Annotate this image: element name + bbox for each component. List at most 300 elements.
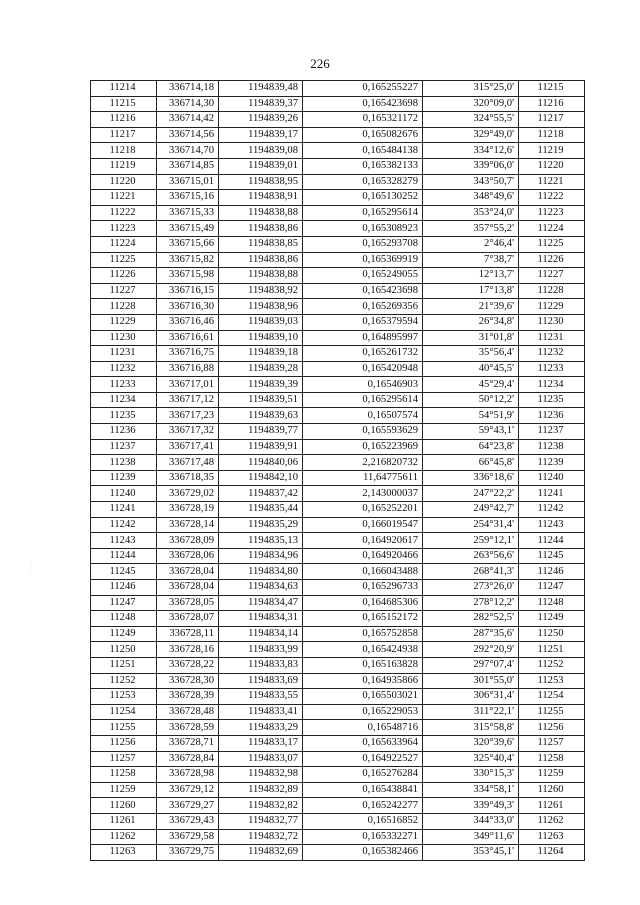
next-point-id-cell: 11218 — [519, 127, 585, 143]
point-id-cell: 11241 — [91, 502, 157, 518]
x-coordinate-cell: 336728,48 — [157, 704, 219, 720]
point-id-cell: 11261 — [91, 813, 157, 829]
table-row — [91, 205, 585, 221]
x-coordinate-cell: 336728,11 — [157, 626, 219, 642]
direction-angle-cell: 263°56,6' — [423, 548, 519, 564]
direction-angle-cell: 2°46,4' — [423, 236, 519, 252]
next-point-id-cell: 11224 — [519, 221, 585, 237]
y-coordinate-cell: 1194834,14 — [219, 626, 303, 642]
distance-cell: 2,143000037 — [303, 486, 423, 502]
next-point-id-cell: 11250 — [519, 626, 585, 642]
distance-cell: 0,165328279 — [303, 174, 423, 190]
y-coordinate-cell: 1194833,29 — [219, 720, 303, 736]
table-row — [91, 221, 585, 237]
next-point-id-cell: 11221 — [519, 174, 585, 190]
direction-angle-cell: 278°12,2' — [423, 595, 519, 611]
x-coordinate-cell: 336714,42 — [157, 112, 219, 128]
x-coordinate-cell: 336717,23 — [157, 408, 219, 424]
x-coordinate-cell: 336714,70 — [157, 143, 219, 159]
y-coordinate-cell: 1194839,51 — [219, 392, 303, 408]
direction-angle-cell: 357°55,2' — [423, 221, 519, 237]
distance-cell: 0,165276284 — [303, 767, 423, 783]
distance-cell: 0,165379594 — [303, 314, 423, 330]
distance-cell: 0,165382133 — [303, 158, 423, 174]
direction-angle-cell: 40°45,5' — [423, 361, 519, 377]
point-id-cell: 11236 — [91, 424, 157, 440]
x-coordinate-cell: 336715,98 — [157, 268, 219, 284]
point-id-cell: 11237 — [91, 439, 157, 455]
direction-angle-cell: 334°58,1' — [423, 782, 519, 798]
y-coordinate-cell: 1194838,91 — [219, 190, 303, 206]
direction-angle-cell: 353°24,0' — [423, 205, 519, 221]
point-id-cell: 11257 — [91, 751, 157, 767]
y-coordinate-cell: 1194839,77 — [219, 424, 303, 440]
table-row — [91, 143, 585, 159]
table-row — [91, 564, 585, 580]
point-id-cell: 11240 — [91, 486, 157, 502]
next-point-id-cell: 11219 — [519, 143, 585, 159]
y-coordinate-cell: 1194833,41 — [219, 704, 303, 720]
direction-angle-cell: 66°45,8' — [423, 455, 519, 471]
direction-angle-cell: 35°56,4' — [423, 346, 519, 362]
table-row — [91, 611, 585, 627]
table-row — [91, 252, 585, 268]
direction-angle-cell: 282°52,5' — [423, 611, 519, 627]
y-coordinate-cell: 1194838,86 — [219, 221, 303, 237]
table-row — [91, 548, 585, 564]
direction-angle-cell: 287°35,6' — [423, 626, 519, 642]
distance-cell: 0,165593629 — [303, 424, 423, 440]
distance-cell: 0,165261732 — [303, 346, 423, 362]
x-coordinate-cell: 336717,12 — [157, 392, 219, 408]
y-coordinate-cell: 1194838,85 — [219, 236, 303, 252]
x-coordinate-cell: 336714,18 — [157, 81, 219, 97]
direction-angle-cell: 330°15,3' — [423, 767, 519, 783]
x-coordinate-cell: 336728,14 — [157, 517, 219, 533]
distance-cell: 0,165382466 — [303, 845, 423, 861]
distance-cell: 0,164922527 — [303, 751, 423, 767]
point-id-cell: 11248 — [91, 611, 157, 627]
point-id-cell: 11222 — [91, 205, 157, 221]
x-coordinate-cell: 336728,05 — [157, 595, 219, 611]
direction-angle-cell: 45°29,4' — [423, 377, 519, 393]
x-coordinate-cell: 336715,49 — [157, 221, 219, 237]
point-id-cell: 11253 — [91, 689, 157, 705]
y-coordinate-cell: 1194839,03 — [219, 314, 303, 330]
x-coordinate-cell: 336728,39 — [157, 689, 219, 705]
x-coordinate-cell: 336728,84 — [157, 751, 219, 767]
point-id-cell: 11250 — [91, 642, 157, 658]
x-coordinate-cell: 336728,06 — [157, 548, 219, 564]
direction-angle-cell: 306°31,4' — [423, 689, 519, 705]
direction-angle-cell: 31°01,8' — [423, 330, 519, 346]
next-point-id-cell: 11220 — [519, 158, 585, 174]
y-coordinate-cell: 1194832,69 — [219, 845, 303, 861]
distance-cell: 0,165420948 — [303, 361, 423, 377]
y-coordinate-cell: 1194834,31 — [219, 611, 303, 627]
direction-angle-cell: 59°43,1' — [423, 424, 519, 440]
y-coordinate-cell: 1194842,10 — [219, 470, 303, 486]
distance-cell: 0,165082676 — [303, 127, 423, 143]
direction-angle-cell: 297°07,4' — [423, 657, 519, 673]
x-coordinate-cell: 336717,41 — [157, 439, 219, 455]
x-coordinate-cell: 336714,30 — [157, 96, 219, 112]
direction-angle-cell: 249°42,7' — [423, 502, 519, 518]
x-coordinate-cell: 336729,43 — [157, 813, 219, 829]
next-point-id-cell: 11249 — [519, 611, 585, 627]
table-row — [91, 361, 585, 377]
table-row — [91, 767, 585, 783]
x-coordinate-cell: 336728,59 — [157, 720, 219, 736]
y-coordinate-cell: 1194839,10 — [219, 330, 303, 346]
y-coordinate-cell: 1194839,18 — [219, 346, 303, 362]
table-row — [91, 408, 585, 424]
point-id-cell: 11249 — [91, 626, 157, 642]
point-id-cell: 11259 — [91, 782, 157, 798]
next-point-id-cell: 11223 — [519, 205, 585, 221]
point-id-cell: 11254 — [91, 704, 157, 720]
x-coordinate-cell: 336728,30 — [157, 673, 219, 689]
distance-cell: 0,164895997 — [303, 330, 423, 346]
distance-cell: 0,165321172 — [303, 112, 423, 128]
y-coordinate-cell: 1194839,08 — [219, 143, 303, 159]
table-row — [91, 657, 585, 673]
point-id-cell: 11224 — [91, 236, 157, 252]
y-coordinate-cell: 1194833,17 — [219, 735, 303, 751]
distance-cell: 0,16548716 — [303, 720, 423, 736]
next-point-id-cell: 11257 — [519, 735, 585, 751]
distance-cell: 0,165252201 — [303, 502, 423, 518]
table-row — [91, 813, 585, 829]
point-id-cell: 11247 — [91, 595, 157, 611]
distance-cell: 0,165633964 — [303, 735, 423, 751]
point-id-cell: 11221 — [91, 190, 157, 206]
point-id-cell: 11233 — [91, 377, 157, 393]
table-row — [91, 486, 585, 502]
table-row — [91, 283, 585, 299]
y-coordinate-cell: 1194839,17 — [219, 127, 303, 143]
y-coordinate-cell: 1194839,91 — [219, 439, 303, 455]
distance-cell: 0,165163828 — [303, 657, 423, 673]
table-row — [91, 502, 585, 518]
table-row — [91, 96, 585, 112]
next-point-id-cell: 11232 — [519, 346, 585, 362]
next-point-id-cell: 11239 — [519, 455, 585, 471]
y-coordinate-cell: 1194834,80 — [219, 564, 303, 580]
next-point-id-cell: 11226 — [519, 252, 585, 268]
table-row — [91, 595, 585, 611]
x-coordinate-cell: 336716,15 — [157, 283, 219, 299]
page-number: 226 — [310, 56, 330, 71]
x-coordinate-cell: 336715,16 — [157, 190, 219, 206]
direction-angle-cell: 336°18,6' — [423, 470, 519, 486]
point-id-cell: 11260 — [91, 798, 157, 814]
distance-cell: 0,165293708 — [303, 236, 423, 252]
direction-angle-cell: 273°26,0' — [423, 580, 519, 596]
next-point-id-cell: 11238 — [519, 439, 585, 455]
y-coordinate-cell: 1194838,96 — [219, 299, 303, 315]
table-row — [91, 626, 585, 642]
point-id-cell: 11243 — [91, 533, 157, 549]
point-id-cell: 11219 — [91, 158, 157, 174]
next-point-id-cell: 11255 — [519, 704, 585, 720]
y-coordinate-cell: 1194834,47 — [219, 595, 303, 611]
direction-angle-cell: 353°45,1' — [423, 845, 519, 861]
x-coordinate-cell: 336728,71 — [157, 735, 219, 751]
distance-cell: 0,165223969 — [303, 439, 423, 455]
next-point-id-cell: 11259 — [519, 767, 585, 783]
distance-cell: 0,16546903 — [303, 377, 423, 393]
point-id-cell: 11215 — [91, 96, 157, 112]
x-coordinate-cell: 336717,32 — [157, 424, 219, 440]
x-coordinate-cell: 336729,27 — [157, 798, 219, 814]
table-row — [91, 377, 585, 393]
distance-cell: 0,164920466 — [303, 548, 423, 564]
table-row — [91, 470, 585, 486]
direction-angle-cell: 334°12,6' — [423, 143, 519, 159]
distance-cell: 0,165130252 — [303, 190, 423, 206]
table-row — [91, 704, 585, 720]
next-point-id-cell: 11230 — [519, 314, 585, 330]
table-row — [91, 798, 585, 814]
direction-angle-cell: 315°25,0' — [423, 81, 519, 97]
point-id-cell: 11225 — [91, 252, 157, 268]
y-coordinate-cell: 1194839,01 — [219, 158, 303, 174]
next-point-id-cell: 11248 — [519, 595, 585, 611]
direction-angle-cell: 348°49,6' — [423, 190, 519, 206]
direction-angle-cell: 12°13,7' — [423, 268, 519, 284]
x-coordinate-cell: 336716,61 — [157, 330, 219, 346]
next-point-id-cell: 11229 — [519, 299, 585, 315]
direction-angle-cell: 339°06,0' — [423, 158, 519, 174]
distance-cell: 0,165242277 — [303, 798, 423, 814]
distance-cell: 2,216820732 — [303, 455, 423, 471]
direction-angle-cell: 259°12,1' — [423, 533, 519, 549]
x-coordinate-cell: 336715,01 — [157, 174, 219, 190]
point-id-cell: 11227 — [91, 283, 157, 299]
table-row — [91, 330, 585, 346]
point-id-cell: 11226 — [91, 268, 157, 284]
direction-angle-cell: 329°49,0' — [423, 127, 519, 143]
y-coordinate-cell: 1194833,55 — [219, 689, 303, 705]
x-coordinate-cell: 336728,07 — [157, 611, 219, 627]
x-coordinate-cell: 336728,16 — [157, 642, 219, 658]
y-coordinate-cell: 1194838,88 — [219, 205, 303, 221]
table-row — [91, 439, 585, 455]
direction-angle-cell: 324°55,5' — [423, 112, 519, 128]
y-coordinate-cell: 1194833,83 — [219, 657, 303, 673]
direction-angle-cell: 7°38,7' — [423, 252, 519, 268]
point-id-cell: 11229 — [91, 314, 157, 330]
table-row — [91, 314, 585, 330]
next-point-id-cell: 11241 — [519, 486, 585, 502]
next-point-id-cell: 11246 — [519, 564, 585, 580]
point-id-cell: 11244 — [91, 548, 157, 564]
next-point-id-cell: 11228 — [519, 283, 585, 299]
next-point-id-cell: 11251 — [519, 642, 585, 658]
distance-cell: 0,165503021 — [303, 689, 423, 705]
point-id-cell: 11251 — [91, 657, 157, 673]
x-coordinate-cell: 336728,19 — [157, 502, 219, 518]
y-coordinate-cell: 1194837,42 — [219, 486, 303, 502]
table-row — [91, 392, 585, 408]
direction-angle-cell: 311°22,1' — [423, 704, 519, 720]
next-point-id-cell: 11242 — [519, 502, 585, 518]
y-coordinate-cell: 1194835,44 — [219, 502, 303, 518]
y-coordinate-cell: 1194832,89 — [219, 782, 303, 798]
distance-cell: 0,165249055 — [303, 268, 423, 284]
direction-angle-cell: 344°33,0' — [423, 813, 519, 829]
next-point-id-cell: 11215 — [519, 81, 585, 97]
next-point-id-cell: 11254 — [519, 689, 585, 705]
distance-cell: 0,165295614 — [303, 205, 423, 221]
distance-cell: 0,165752858 — [303, 626, 423, 642]
next-point-id-cell: 11237 — [519, 424, 585, 440]
point-id-cell: 11228 — [91, 299, 157, 315]
x-coordinate-cell: 336714,56 — [157, 127, 219, 143]
table-row — [91, 689, 585, 705]
y-coordinate-cell: 1194839,28 — [219, 361, 303, 377]
point-id-cell: 11223 — [91, 221, 157, 237]
y-coordinate-cell: 1194839,37 — [219, 96, 303, 112]
point-id-cell: 11235 — [91, 408, 157, 424]
next-point-id-cell: 11253 — [519, 673, 585, 689]
table-row — [91, 268, 585, 284]
distance-cell: 0,166019547 — [303, 517, 423, 533]
y-coordinate-cell: 1194838,95 — [219, 174, 303, 190]
next-point-id-cell: 11240 — [519, 470, 585, 486]
y-coordinate-cell: 1194839,26 — [219, 112, 303, 128]
x-coordinate-cell: 336715,33 — [157, 205, 219, 221]
next-point-id-cell: 11262 — [519, 813, 585, 829]
next-point-id-cell: 11263 — [519, 829, 585, 845]
point-id-cell: 11230 — [91, 330, 157, 346]
next-point-id-cell: 11234 — [519, 377, 585, 393]
point-id-cell: 11214 — [91, 81, 157, 97]
table-row — [91, 81, 585, 97]
direction-angle-cell: 54°51,9' — [423, 408, 519, 424]
table-row — [91, 346, 585, 362]
x-coordinate-cell: 336715,82 — [157, 252, 219, 268]
distance-cell: 0,165423698 — [303, 283, 423, 299]
x-coordinate-cell: 336728,04 — [157, 580, 219, 596]
y-coordinate-cell: 1194832,82 — [219, 798, 303, 814]
point-id-cell: 11246 — [91, 580, 157, 596]
point-id-cell: 11239 — [91, 470, 157, 486]
x-coordinate-cell: 336729,12 — [157, 782, 219, 798]
table-row — [91, 845, 585, 861]
x-coordinate-cell: 336728,22 — [157, 657, 219, 673]
y-coordinate-cell: 1194839,63 — [219, 408, 303, 424]
y-coordinate-cell: 1194835,29 — [219, 517, 303, 533]
direction-angle-cell: 325°40,4' — [423, 751, 519, 767]
next-point-id-cell: 11225 — [519, 236, 585, 252]
table-row — [91, 455, 585, 471]
point-id-cell: 11242 — [91, 517, 157, 533]
direction-angle-cell: 301°55,0' — [423, 673, 519, 689]
point-id-cell: 11258 — [91, 767, 157, 783]
distance-cell: 0,165152172 — [303, 611, 423, 627]
point-id-cell: 11231 — [91, 346, 157, 362]
table-body — [91, 81, 585, 861]
table-row — [91, 829, 585, 845]
point-id-cell: 11262 — [91, 829, 157, 845]
distance-cell: 0,164685306 — [303, 595, 423, 611]
table-row — [91, 236, 585, 252]
point-id-cell: 11263 — [91, 845, 157, 861]
x-coordinate-cell: 336729,02 — [157, 486, 219, 502]
next-point-id-cell: 11264 — [519, 845, 585, 861]
direction-angle-cell: 64°23,8' — [423, 439, 519, 455]
distance-cell: 0,165229053 — [303, 704, 423, 720]
next-point-id-cell: 11243 — [519, 517, 585, 533]
direction-angle-cell: 17°13,8' — [423, 283, 519, 299]
next-point-id-cell: 11231 — [519, 330, 585, 346]
distance-cell: 0,164920617 — [303, 533, 423, 549]
x-coordinate-cell: 336728,98 — [157, 767, 219, 783]
direction-angle-cell: 21°39,6' — [423, 299, 519, 315]
table-row — [91, 424, 585, 440]
next-point-id-cell: 11245 — [519, 548, 585, 564]
direction-angle-cell: 339°49,3' — [423, 798, 519, 814]
next-point-id-cell: 11222 — [519, 190, 585, 206]
table-row — [91, 299, 585, 315]
y-coordinate-cell: 1194832,77 — [219, 813, 303, 829]
x-coordinate-cell: 336716,88 — [157, 361, 219, 377]
y-coordinate-cell: 1194838,92 — [219, 283, 303, 299]
table-row — [91, 112, 585, 128]
table-row — [91, 735, 585, 751]
table-row — [91, 190, 585, 206]
distance-cell: 0,166043488 — [303, 564, 423, 580]
x-coordinate-cell: 336716,46 — [157, 314, 219, 330]
next-point-id-cell: 11216 — [519, 96, 585, 112]
table-row — [91, 174, 585, 190]
x-coordinate-cell: 336716,75 — [157, 346, 219, 362]
point-id-cell: 11252 — [91, 673, 157, 689]
distance-cell: 0,165424938 — [303, 642, 423, 658]
next-point-id-cell: 11260 — [519, 782, 585, 798]
direction-angle-cell: 50°12,2' — [423, 392, 519, 408]
y-coordinate-cell: 1194833,07 — [219, 751, 303, 767]
y-coordinate-cell: 1194838,88 — [219, 268, 303, 284]
point-id-cell: 11220 — [91, 174, 157, 190]
distance-cell: 0,165369919 — [303, 252, 423, 268]
point-id-cell: 11234 — [91, 392, 157, 408]
x-coordinate-cell: 336728,09 — [157, 533, 219, 549]
x-coordinate-cell: 336717,48 — [157, 455, 219, 471]
point-id-cell: 11245 — [91, 564, 157, 580]
x-coordinate-cell: 336718,35 — [157, 470, 219, 486]
table-row — [91, 720, 585, 736]
distance-cell: 0,165255227 — [303, 81, 423, 97]
next-point-id-cell: 11227 — [519, 268, 585, 284]
distance-cell: 0,165295614 — [303, 392, 423, 408]
direction-angle-cell: 320°39,6' — [423, 735, 519, 751]
point-id-cell: 11238 — [91, 455, 157, 471]
next-point-id-cell: 11261 — [519, 798, 585, 814]
next-point-id-cell: 11252 — [519, 657, 585, 673]
direction-angle-cell: 349°11,6' — [423, 829, 519, 845]
x-coordinate-cell: 336716,30 — [157, 299, 219, 315]
distance-cell: 0,165269356 — [303, 299, 423, 315]
margin-mark: · · · — [30, 559, 32, 575]
direction-angle-cell: 26°34,8' — [423, 314, 519, 330]
distance-cell: 0,165484138 — [303, 143, 423, 159]
table-row — [91, 158, 585, 174]
distance-cell: 0,165296733 — [303, 580, 423, 596]
next-point-id-cell: 11233 — [519, 361, 585, 377]
